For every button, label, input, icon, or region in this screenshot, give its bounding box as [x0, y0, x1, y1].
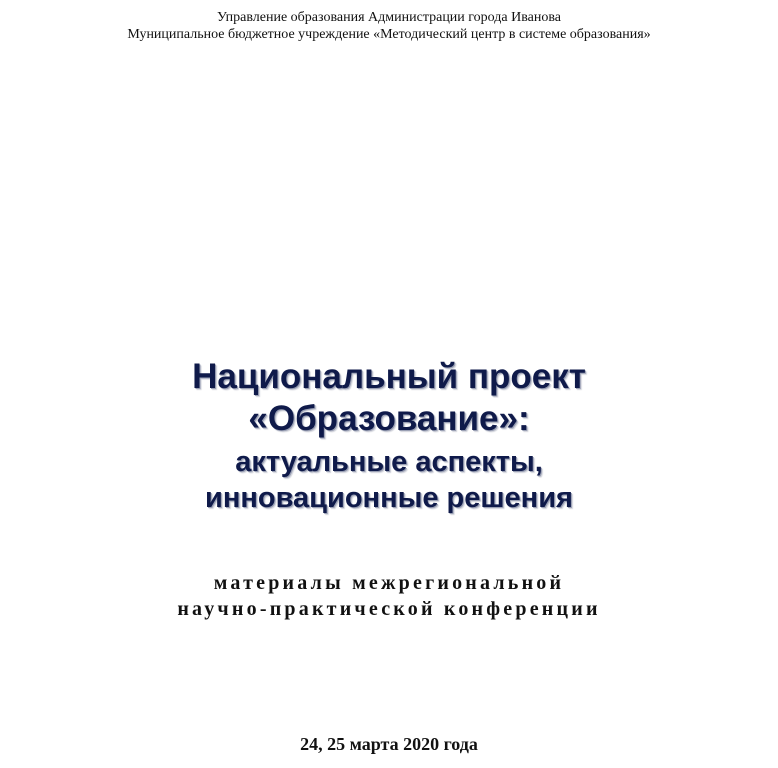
subtitle-line-2: научно-практической конференции — [177, 598, 601, 620]
title-line-1: Национальный проект — [192, 357, 586, 396]
title-line-2: «Образование»: — [248, 399, 530, 438]
document-title — [0, 356, 778, 516]
subtitle-line-1: материалы межрегиональной — [213, 572, 565, 594]
title-line-4: инновационные решения — [205, 482, 573, 514]
organization-header — [0, 9, 778, 43]
document-subtitle — [0, 570, 778, 622]
header-line-administration: Управление образования Администрации города Иванова — [216, 10, 562, 25]
conference-date: 24, 25 марта 2020 года — [300, 734, 478, 754]
header-line-institution: Муниципальное бюджетное учреждение «Методический центр в системе образования» — [127, 27, 651, 42]
title-line-3: актуальные аспекты, — [235, 446, 543, 478]
